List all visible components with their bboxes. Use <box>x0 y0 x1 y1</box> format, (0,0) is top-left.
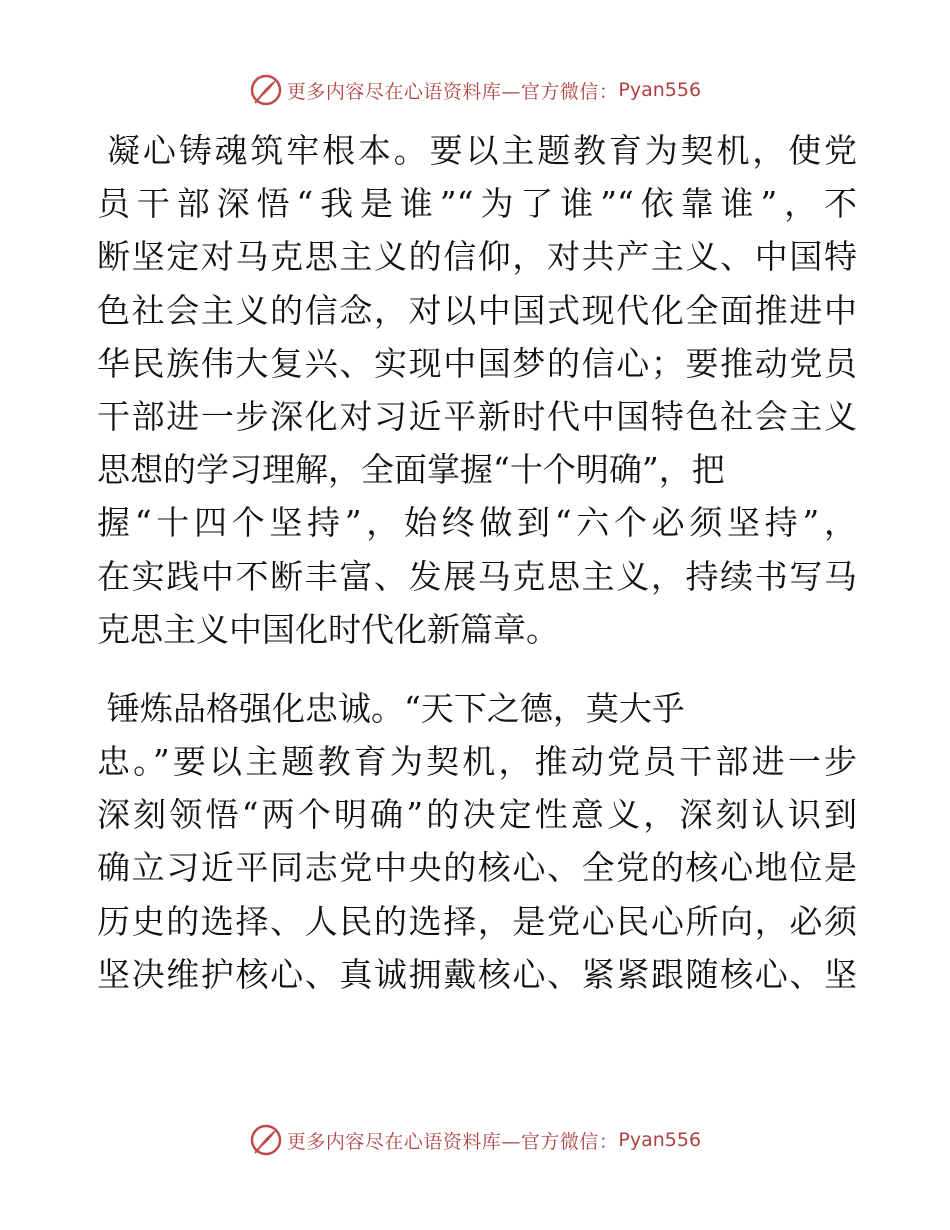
quill-logo-icon <box>249 73 283 107</box>
text-line: 干部进一步深化对习近平新时代中国特色社会主义 <box>97 396 857 436</box>
footer-watermark <box>0 1120 950 1160</box>
text-line: 员干部深悟“我是谁”“为了谁”“依靠谁”，不 <box>97 184 857 224</box>
text-line: 断坚定对马克思主义的信仰，对共产主义、中国特 <box>97 237 857 277</box>
paragraph-gap <box>97 656 857 682</box>
quill-logo-icon <box>249 1123 283 1157</box>
text-line: 确立习近平同志党中央的核心、全党的核心地位是 <box>97 848 857 888</box>
text-line: 华民族伟大复兴、实现中国梦的信心；要推动党员 <box>97 343 857 383</box>
paragraph-2 <box>97 682 857 1001</box>
watermark-account: Pyan556 <box>618 1129 702 1151</box>
text-line: 锤炼品格强化忠诚。“天下之德，莫大乎 <box>107 688 685 728</box>
text-line: 忠。”要以主题教育为契机，推动党员干部进一步 <box>97 742 857 782</box>
text-line: 握“十四个坚持”，始终做到“六个必须坚持”， <box>97 503 857 543</box>
paragraph-1 <box>97 124 857 656</box>
watermark-account: Pyan556 <box>618 79 702 101</box>
text-line: 克思主义中国化时代化新篇章。 <box>97 609 559 649</box>
text-line: 坚决维护核心、真诚拥戴核心、紧紧跟随核心、坚 <box>97 954 857 994</box>
text-line: 深刻领悟“两个明确”的决定性意义，深刻认识到 <box>97 795 857 835</box>
text-line: 思想的学习理解，全面掌握“十个明确”，把 <box>97 450 725 490</box>
document-body <box>97 124 857 1001</box>
text-line: 色社会主义的信念，对以中国式现代化全面推进中 <box>97 290 857 330</box>
text-line: 凝心铸魂筑牢根本。要以主题教育为契机，使党 <box>107 131 857 170</box>
text-line: 历史的选择、人民的选择，是党心民心所向，必须 <box>97 901 857 941</box>
text-line: 在实践中不断丰富、发展马克思主义，持续书写马 <box>97 556 857 596</box>
header-watermark <box>0 70 950 110</box>
watermark-text: 更多内容尽在心语资料库—官方微信： <box>286 80 619 103</box>
watermark-text: 更多内容尽在心语资料库—官方微信： <box>286 1130 619 1153</box>
